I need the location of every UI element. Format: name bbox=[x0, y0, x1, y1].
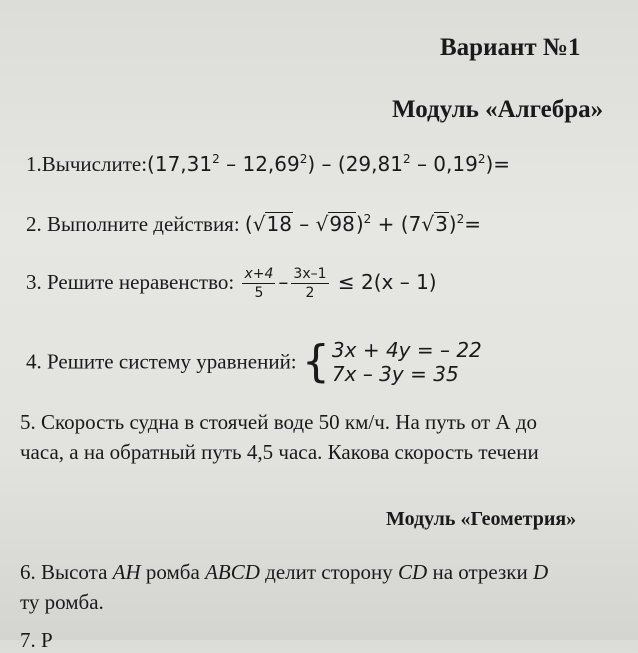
task-2-expression: $(√18 - √98)^2 + (7√3)^2=$ bbox=[244, 212, 482, 236]
variant-title: Вариант №1 bbox=[440, 34, 581, 61]
brace-icon: { bbox=[301, 336, 330, 387]
task-7-partial: 7. Р bbox=[20, 628, 53, 652]
task-6-line-1: 6. Высота AH ромба ABCD делит сторону CD на отрезки D bbox=[20, 560, 549, 584]
task-3-expression: $\frac{x+4}{5}$ – $\frac{3x-1}{2}$ ≤ 2(x – 1) bbox=[244, 266, 437, 301]
task-4-label: 4. Решите систему уравнений: bbox=[26, 349, 297, 374]
equation-system bbox=[302, 338, 482, 386]
task-3-label: 3. Решите неравенство: bbox=[26, 270, 235, 294]
fraction-1: $\frac{x+4}{5}$ bbox=[244, 266, 274, 301]
task-1-expression: $(17,31^2 - 12,69^2) - (29,81^2 - 0,19^2)=$ bbox=[147, 152, 511, 176]
task-5-line-1: 5. Скорость судна в стоячей воде 50 км/ч. На путь от А до bbox=[20, 410, 538, 434]
module-algebra-heading: Модуль «Алгебра» bbox=[392, 96, 604, 123]
task-1-label: 1.Вычислите: bbox=[26, 152, 148, 176]
task-4 bbox=[26, 338, 482, 386]
task-3 bbox=[26, 265, 437, 302]
task-2-label: 2. Выполните действия: bbox=[26, 212, 240, 236]
equation-1: 3x + 4y = – 22 bbox=[331, 338, 482, 362]
task-5-line-2: часа, а на обратный путь 4,5 часа. Какова скорость течени bbox=[20, 440, 539, 464]
sqrt-3: √3 bbox=[421, 212, 448, 236]
task-1 bbox=[26, 152, 510, 177]
sqrt-18: √18 bbox=[252, 212, 292, 236]
task-6-line-2: ту ромба. bbox=[20, 590, 104, 614]
fraction-2: $\frac{3x-1}{2}$ bbox=[293, 266, 327, 301]
equation-2: 7x – 3y = 35 bbox=[331, 362, 459, 386]
task-2 bbox=[26, 212, 481, 237]
module-geometry-heading: Модуль «Геометрия» bbox=[386, 508, 577, 530]
sqrt-98: √98 bbox=[315, 212, 355, 236]
